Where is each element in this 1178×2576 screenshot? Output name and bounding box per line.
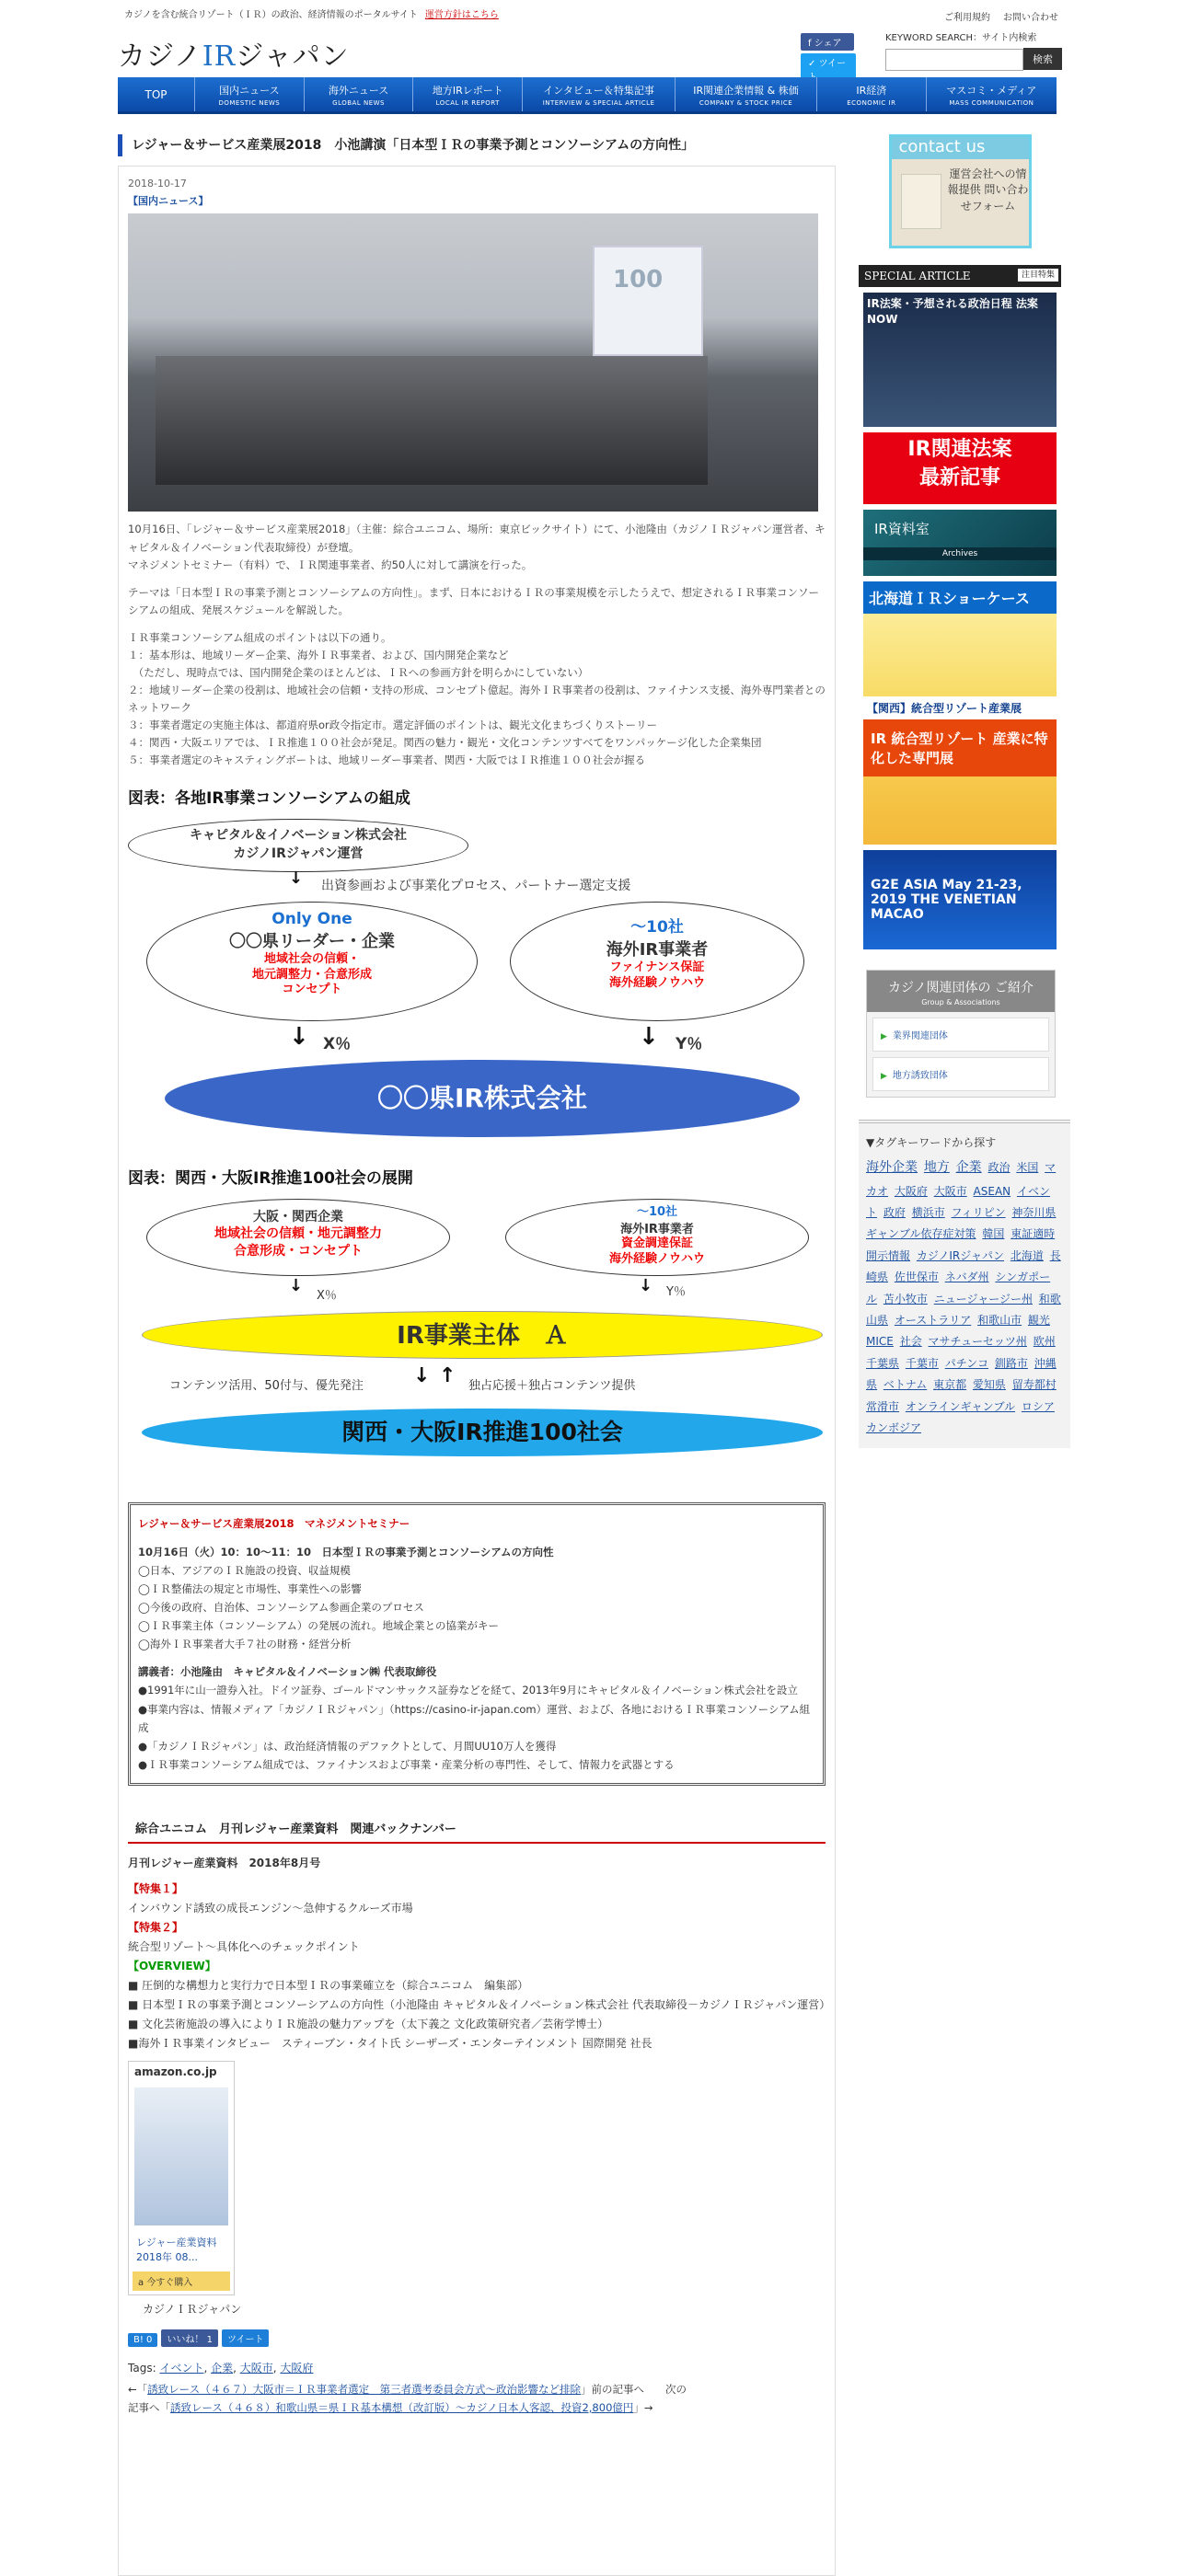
sidebar-tag-link[interactable]: 釧路市	[994, 1356, 1028, 1370]
sidebar-tag-link[interactable]: 常滑市	[866, 1399, 900, 1413]
overseas-operator-oval: ～10社 海外IR事業者 資金調達保証 海外経験ノウハウ	[505, 1199, 809, 1276]
prev-article-link[interactable]: 誘致レース（４６７）大阪市＝ＩＲ事業者選定 第三者選考委員会方式～政治影響など排除	[147, 2383, 582, 2397]
sidebar-tag-link[interactable]: 和歌山市	[977, 1314, 1022, 1328]
buy-now-button[interactable]: a 今すぐ購入	[133, 2271, 230, 2291]
backnumber-list: 【特集１】 インバウンド誘致の成長エンジン～急伸するクルーズ市場 【特集２】 統合型リゾート～具体化へのチェックポイント 【OVERVIEW】 ■ 圧倒的な構想力と実行力で日本型ＩＲの事業確立を（綜合ユニコム 編集部） ■ 日本型ＩＲの事業予測とコンソーシアムの方向性（小池隆由 キャピタル＆イノベーション株式会社 代表取締役－カジノＩＲジャパン運営） ■ 文化芸術施設の導入によりＩＲ施設の魅力アップを（太下義之 文化政策研究者／芸術学博士） ■海外ＩＲ事業インタビュー スティーブン・タイト氏 シーザーズ・エンターテインメント 国際開発 社長	[128, 1882, 831, 2051]
search-input[interactable]	[885, 49, 1023, 71]
sidebar-tag-link[interactable]: 横浜市	[911, 1206, 945, 1220]
twitter-tweet-button[interactable]: ✓ ツイー	[801, 53, 856, 85]
page-title: レジャー＆サービス産業展2018 小池講演「日本型ＩＲの事業予測とコンソーシアムの方向性」	[118, 134, 836, 156]
sidebar-tag-link[interactable]: ASEAN	[973, 1184, 1011, 1198]
up-arrow-icon: ↑	[439, 1364, 456, 1388]
contact-link[interactable]: お問い合わせ	[1003, 13, 1058, 23]
process-label: 出資参画および事業化プロセス、パートナー選定支援	[321, 879, 631, 894]
seminar-photo	[128, 213, 818, 512]
audience-area	[156, 356, 708, 485]
sidebar-tag-link[interactable]: シンガポール	[866, 1271, 1051, 1305]
sidebar-tag-link[interactable]: 地方	[923, 1160, 950, 1176]
amazon-title-link[interactable]: レジャー産業資料 2018年 08...	[136, 2237, 217, 2264]
sidebar-tag-link[interactable]: カンボジア	[866, 1420, 922, 1434]
prev-next-nav: ←「誘致レース（４６７）大阪市＝ＩＲ事業者選定 第三者選考委員会方式～政治影響など排除」前の記事へ 次の 記事へ「誘致レース（４６８）和歌山県＝県ＩＲ基本構想（改訂版）～カジノ日本人客認、投資2,800億円」→	[128, 2383, 687, 2414]
x-share: X％	[323, 1035, 352, 1054]
sidebar-tag-link[interactable]: 沖縄県	[866, 1356, 1057, 1392]
search-form	[885, 48, 1062, 71]
site-name: カジノＩＲジャパン	[143, 2303, 242, 2317]
sidebar-tag-link[interactable]: 愛知県	[972, 1378, 1006, 1392]
banner-g2e-asia[interactable]: G2E ASIA May 21-23, 2019 THE VENETIAN MACAO	[863, 850, 1057, 949]
main-content	[118, 134, 836, 2576]
sidebar-tag-link[interactable]: フィリピン	[951, 1206, 1006, 1220]
banner-hokkaido-showcase[interactable]: 北海道ＩＲショーケース 【関西】統合型リゾート産業展 IR 統合型リゾート 産業に特化した専門展	[863, 581, 1057, 845]
sidebar-tag-link[interactable]: 長崎県	[866, 1248, 1061, 1284]
banner-ir-law[interactable]: IR関連法案 最新記事	[863, 432, 1057, 504]
hatena-button[interactable]: B! 0	[128, 2333, 157, 2347]
sidebar-tag-link[interactable]: 大阪府	[894, 1184, 928, 1198]
next-article-link[interactable]: 誘致レース（４６８）和歌山県＝県ＩＲ基本構想（改訂版）～カジノ日本人客認、投資2,800億円	[170, 2400, 634, 2414]
sidebar-tag-link[interactable]: 企業	[955, 1160, 982, 1176]
top-company-oval: キャピタル＆イノベーション株式会社 カジノIRジャパン運営	[128, 819, 468, 872]
sidebar-tag-link[interactable]: 韓国	[982, 1227, 1005, 1241]
sidebar-tag-link[interactable]: 観光MICE	[866, 1314, 1050, 1349]
article-box	[118, 166, 836, 2576]
sidebar-tag-link[interactable]: ネバダ州	[944, 1271, 989, 1284]
nav-company[interactable]: IR関連企業情報 & 株価 COMPANY & STOCK PRICE	[676, 77, 817, 111]
search-label: KEYWORD SEARCH：サイト内検索	[885, 33, 1037, 43]
tag-link[interactable]: イベント	[159, 2362, 204, 2375]
left-note: コンテンツ活用、50付与、優先発注	[169, 1379, 364, 1394]
sidebar-tag-link[interactable]: 海外企業	[866, 1160, 918, 1176]
points-list: ＩＲ事業コンソーシアム組成のポイントは以下の通り。 １：基本形は、地域リーダー企業、海外ＩＲ事業者、および、国内開発企業など （ただし、現時点では、国内開発企業のほとんどは、ＩＲへの参画方針を明らかにしていない） ２：地域リーダー企業の役割は、地域社会の信頼・支持の形成、コンセプト億起。海外ＩＲ事業者の役割は、ファイナンス支援、海外専門業者とのネットワーク ３：事業者選定の実施主体は、都道府県or政令指定市。選定評価のポイントは、観光文化まちづくりストーリー ４：関西・大阪エリアでは、ＩＲ推進１００社会が発足。関西の魅力・観光・文化コンテンツすべてをワンパッケージ化した企業集団 ５：事業者選定のキャスティングボートは、地域リーダー事業者、関西・大阪ではＩＲ推進１００社会が握る	[128, 630, 826, 766]
down-arrow-icon: ↓	[289, 1023, 309, 1052]
seminar-time: 10月16日（火）10：10～11：10 日本型ＩＲの事業予測とコンソーシアムの方向性	[138, 1545, 554, 1558]
site-logo[interactable]: カジノIRジャパン	[118, 40, 350, 73]
y-share: Y％	[666, 1285, 686, 1300]
down-arrow-icon: ↓	[289, 1276, 304, 1296]
down-arrow-icon: ↓	[289, 868, 304, 889]
sidebar-tag-link[interactable]: 政府	[883, 1206, 906, 1220]
sidebar-tag-link[interactable]: マサチューセッツ州	[928, 1335, 1027, 1349]
article-category-link[interactable]: 【国内ニュース】	[128, 195, 209, 207]
nav-economic[interactable]: IR経済 ECONOMIC IR	[817, 77, 927, 111]
terms-link[interactable]: ご利用規約	[944, 13, 990, 23]
kansai-diagram	[128, 1195, 826, 1489]
contact-banner[interactable]: contact us 運営会社への情報提供 問い合わせフォーム	[889, 134, 1032, 248]
sidebar-tag-link[interactable]: ニュージャージー州	[933, 1292, 1033, 1305]
groups-box: カジノ関連団体の ご紹介 Group & Associations ▶ 業界関連団体 ▶ 地方誘致団体	[866, 970, 1056, 1098]
kansai-100-ellipse: 関西・大阪IR推進100社会	[142, 1409, 823, 1456]
sidebar-tag-link[interactable]: 東証適時開示情報	[866, 1227, 1056, 1262]
nav-domestic[interactable]: 国内ニュース DOMESTIC NEWS	[195, 77, 305, 111]
sidebar-tag-link[interactable]: 社会	[899, 1335, 922, 1349]
sidebar-tag-link[interactable]: オーストラリア	[894, 1314, 972, 1328]
special-article-header: SPECIAL ARTICLE 注目特集	[859, 265, 1061, 287]
tag-link[interactable]: 企業	[211, 2362, 234, 2375]
nav-local[interactable]: 地方IRレポート LOCAL IR REPORT	[413, 77, 523, 111]
article-paragraph: テーマは「日本型ＩＲの事業予測とコンソーシアムの方向性」。まず、日本におけるＩＲの事業規模を示したうえで、想定されるＩＲ事業コンソーシアムの組成、発展スケジュールを解説した。	[128, 585, 820, 617]
sidebar-tag-link[interactable]: 米国	[1016, 1161, 1039, 1175]
sidebar-tag-link[interactable]: 政治	[987, 1161, 1011, 1175]
nav-global[interactable]: 海外ニュース GLOBAL NEWS	[305, 77, 414, 111]
down-arrow-icon: ↓	[639, 1276, 653, 1296]
sidebar-tag-link[interactable]: ロシア	[1021, 1399, 1055, 1413]
ir-company-ellipse: 〇〇県IR株式会社	[165, 1060, 800, 1137]
site-tagline: カジノを含む統合リゾート（ＩＲ）の政治、経済情報のポータルサイト	[124, 10, 418, 20]
amazon-logo: amazon.co.jp	[134, 2065, 217, 2079]
sidebar-tag-link[interactable]: 千葉市	[905, 1356, 939, 1370]
sidebar-tag-link[interactable]: マカオ	[866, 1161, 1057, 1198]
banner-ir-bill[interactable]: IR法案・予想される政治日程 法案NOW	[863, 293, 1057, 427]
tweet-button[interactable]: ツイート	[222, 2329, 270, 2347]
nav-top[interactable]: TOP	[118, 77, 195, 111]
policy-link[interactable]: 運営方針はこちら	[424, 10, 499, 20]
sidebar-tag-link[interactable]: 北海道	[1010, 1248, 1044, 1262]
facebook-like-button[interactable]: いいね！ 1	[161, 2329, 218, 2347]
kansai-company-oval: 大阪・関西企業 地域社会の信頼・地元調整力 合意形成・コンセプト	[146, 1199, 450, 1276]
sidebar-tag-link[interactable]: イベント	[866, 1184, 1050, 1220]
sidebar-tag-link[interactable]: 苫小牧市	[883, 1292, 928, 1305]
right-note: 独占応援＋独占コンテンツ提供	[468, 1379, 636, 1394]
sidebar-tag-link[interactable]: ギャンブル依存症対策	[866, 1227, 976, 1241]
sidebar-tag-link[interactable]: 佐世保市	[894, 1271, 939, 1284]
amazon-widget[interactable]	[128, 2061, 235, 2295]
issue-title: 月刊レジャー産業資料 2018年8月号	[128, 1857, 321, 1870]
banner-ir-archive[interactable]: IR資料室 Archives	[863, 510, 1057, 576]
down-arrow-icon: ↓	[639, 1023, 659, 1052]
consortium-diagram	[128, 815, 826, 1165]
group-link-industry[interactable]: ▶ 業界関連団体	[872, 1018, 1049, 1052]
x-share: X％	[317, 1289, 337, 1304]
social-buttons	[128, 2329, 826, 2347]
sidebar-tag-link[interactable]: パチンコ	[944, 1356, 989, 1370]
sidebar-tag-link[interactable]: 留寿都村	[1011, 1378, 1057, 1392]
diagram2-title: 図表：関西・大阪IR推進100社会の展開	[128, 1169, 413, 1189]
backnumber-heading: 綜合ユニコム 月刊レジャー産業資料 関連バックナンバー	[128, 1813, 826, 1844]
search-button[interactable]: 検索	[1023, 48, 1062, 70]
sidebar-tag-link[interactable]: 欧州	[1033, 1335, 1056, 1349]
sidebar-tag-link[interactable]: 神奈川県	[1011, 1206, 1057, 1220]
facebook-share-button[interactable]: f シェア	[801, 33, 854, 51]
group-link-local[interactable]: ▶ 地方誘致団体	[872, 1057, 1049, 1091]
sidebar-tag-link[interactable]: 大阪市	[933, 1184, 967, 1198]
ir-entity-ellipse: IR事業主体 Ａ	[142, 1311, 823, 1359]
article-date: 2018-10-17	[128, 178, 187, 190]
sidebar-tag-link[interactable]: 和歌山県	[866, 1292, 1061, 1328]
nav-interview[interactable]: インタビュー＆特集記事 INTERVIEW & SPECIAL ARTICLE	[523, 77, 676, 111]
nav-media[interactable]: マスコミ・メディア MASS COMMUNICATION	[946, 85, 1037, 107]
local-leader-oval: Only One 〇〇県リーダー・企業 地域社会の信頼・ 地元調整力・合意形成 コンセプト	[146, 902, 478, 1021]
sidebar-tag-link[interactable]: ベトナム	[883, 1378, 928, 1392]
envelope-icon	[901, 174, 941, 229]
speaker: 講義者：小池隆由 キャピタル＆イノベーション㈱ 代表取締役	[138, 1665, 437, 1679]
article-paragraph: 10月16日、「レジャー＆サービス産業展2018」（主催：綜合ユニコム、場所：東京ビックサイト）にて、小池隆由（カジノＩＲジャパン運営者、キャピタル＆イノベーション代表取締役）が登壇。 マネジメントセミナー（有料）で、ＩＲ関連事業者、約50人に対して講演を行った。	[128, 523, 826, 572]
sidebar-tag-link[interactable]: カジノIRジャパン	[916, 1248, 1005, 1262]
down-arrow-icon: ↓	[413, 1364, 431, 1388]
sidebar	[859, 134, 1061, 1448]
tag-cloud: ▼タグキーワードから探す 海外企業 地方 企業 政治 米国 マカオ 大阪府 大阪市 ASEAN イベント 政府 横浜市 フィリピン 神奈川県 ギャンブル依存症対策 韓国 東証適時開示情報 カジノIRジャパン 北海道 長崎県 佐世保市 ネバダ州 シンガポール 苫小牧市 ニュージャージー州 和歌山県 オーストラリア 和歌山市 観光MICE 社会 マサチューセッツ州 欧州 千葉県 千葉市 パチンコ 釧路市 沖縄県 ベトナム 東京都 愛知県 留寿都村 常滑市 オンラインギャンブル ロシア カンボジア	[859, 1120, 1070, 1448]
seminar-box: レジャー＆サービス産業展2018 マネジメントセミナー 10月16日（火）10：10～11：10 日本型ＩＲの事業予測とコンソーシアムの方向性 ◯日本、アジアのＩＲ施設の投資、収益規模 ◯ＩＲ整備法の規定と市場性、事業性への影響 ◯今後の政府、自治体、コンソーシアム参画企業のプロセス ◯ＩＲ事業主体（コンソーシアム）の発展の流れ。地域企業との協業がキー ◯海外ＩＲ事業者大手７社の財務・経営分析 講義者：小池隆由 キャピタル＆イノベーション㈱ 代表取締役 ●1991年に山一證券入社。ドイツ証券、ゴールドマンサックス証券などを経て、2013年9月にキャピタル＆イノベーション株式会社を設立 ●事業内容は、情報メディア「カジノＩＲジャパン」（https://casino-ir-japan.com）運営、および、各地におけるＩＲ事業コンソーシアム組成 ●「カジノＩＲジャパン」は、政治経済情報のデファクトとして、月間UU10万人を獲得 ●ＩＲ事業コンソーシアム組成では、ファイナンスおよび事業・産業分析の専門性、そして、情報力を武器とする	[128, 1502, 826, 1786]
tag-list: Tags: イベント, 企業, 大阪市, 大阪府	[128, 2362, 314, 2375]
y-share: Y％	[676, 1035, 703, 1054]
diagram1-title: 図表：各地IR事業コンソーシアムの組成	[128, 789, 410, 809]
seminar-heading: レジャー＆サービス産業展2018 マネジメントセミナー	[138, 1517, 410, 1531]
tag-link[interactable]: 大阪市	[239, 2362, 273, 2375]
main-nav	[118, 77, 1057, 114]
sidebar-tag-link[interactable]: 千葉県	[866, 1356, 900, 1370]
sidebar-tag-link[interactable]: 東京都	[933, 1378, 967, 1392]
tag-link[interactable]: 大阪府	[280, 2362, 314, 2375]
projection-screen: 100	[593, 246, 703, 356]
sidebar-tag-link[interactable]: オンラインギャンブル	[905, 1399, 1016, 1413]
overseas-operator-oval: ～10社 海外IR事業者 ファイナンス保証 海外経験ノウハウ	[510, 902, 804, 1021]
magazine-cover	[134, 2087, 228, 2225]
